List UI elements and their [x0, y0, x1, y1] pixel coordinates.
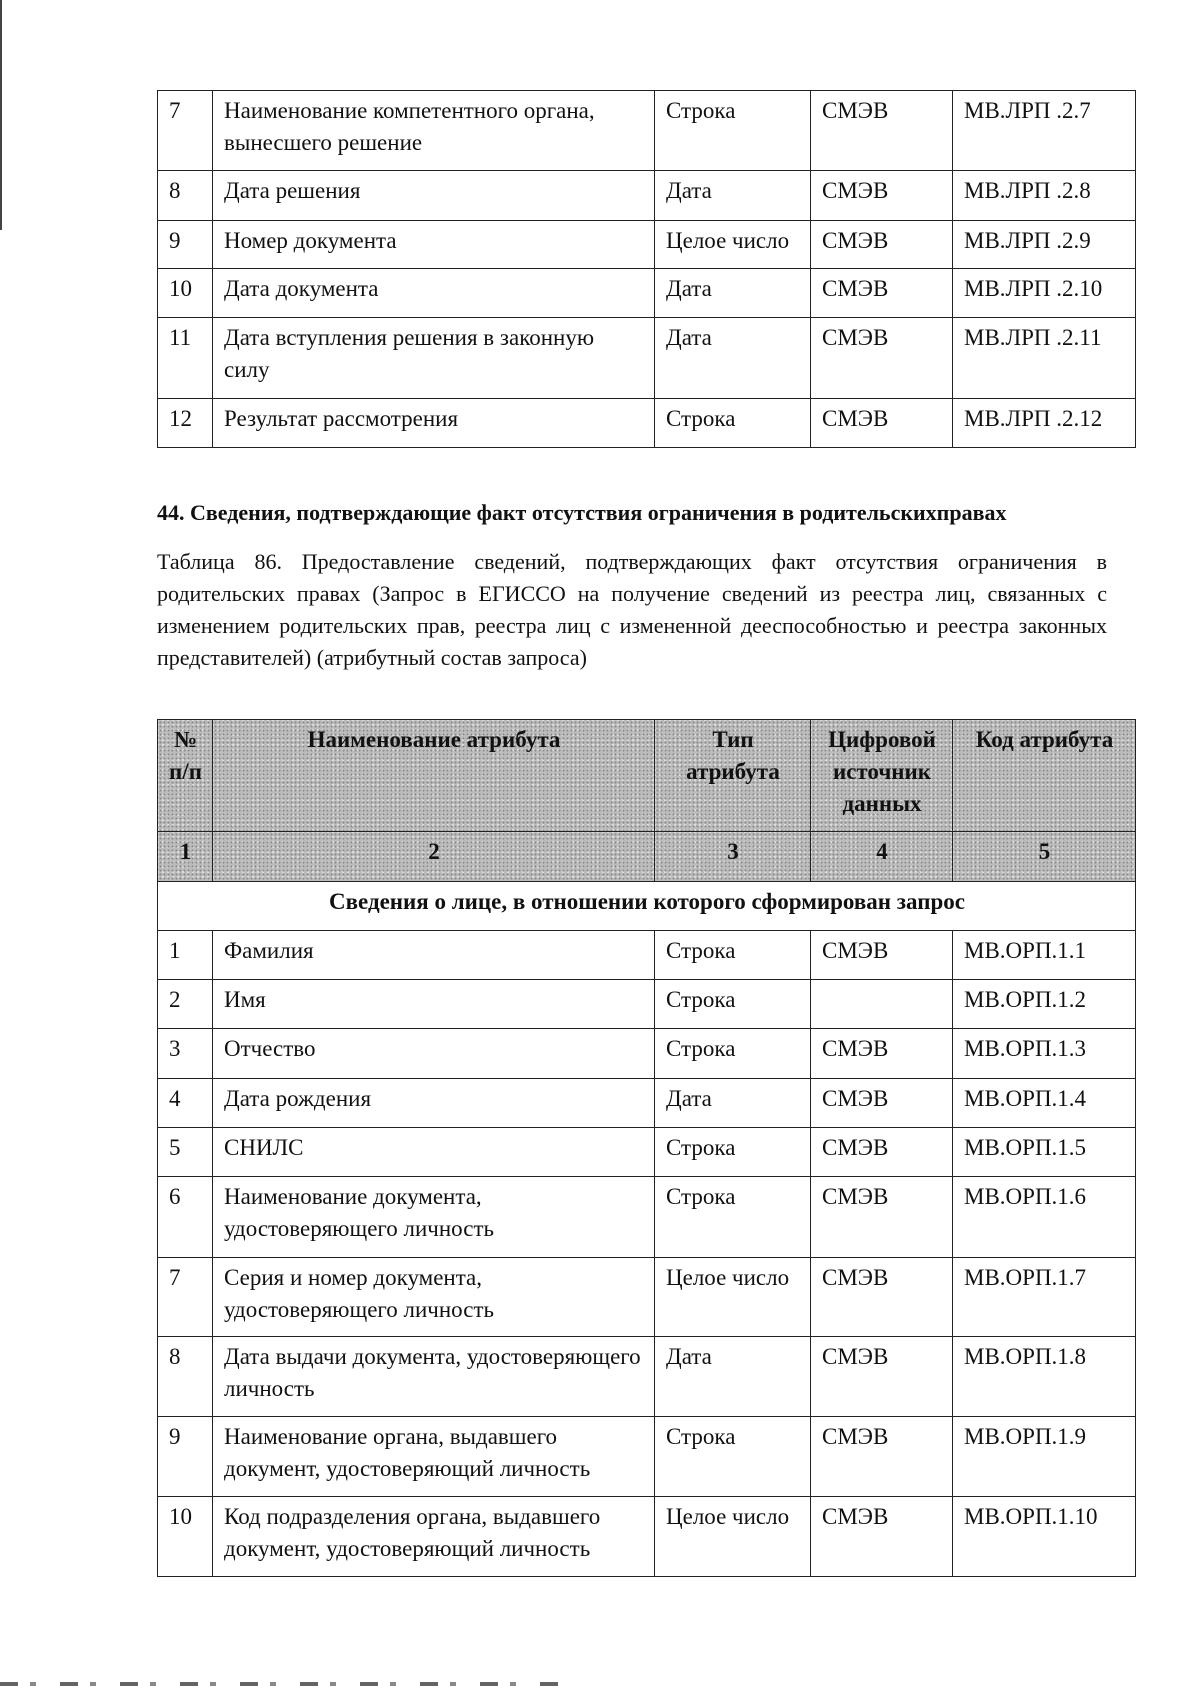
header-attribute-name: Наименование атрибута	[213, 720, 655, 832]
header-attribute-type: Тип атрибута	[655, 720, 811, 832]
row-number: 12	[158, 399, 213, 448]
attribute-code: МВ.ОРП.1.8	[953, 1337, 1136, 1417]
attribute-code: МВ.ОРП.1.2	[953, 980, 1136, 1029]
data-source: СМЭВ	[811, 1029, 953, 1079]
row-number: 2	[158, 980, 213, 1029]
attribute-code: МВ.ОРП.1.5	[953, 1128, 1136, 1177]
attribute-code: МВ.ЛРП .2.8	[953, 171, 1136, 221]
data-source: СМЭВ	[811, 269, 953, 318]
data-source: СМЭВ	[811, 1128, 953, 1177]
attribute-name: СНИЛС	[213, 1128, 655, 1177]
attribute-type: Дата	[655, 1337, 811, 1417]
attribute-code: МВ.ОРП.1.4	[953, 1079, 1136, 1128]
attribute-code: МВ.ОРП.1.9	[953, 1417, 1136, 1497]
attribute-name: Результат рассмотрения	[213, 399, 655, 448]
column-number: 3	[655, 832, 811, 882]
attribute-name: Дата решения	[213, 171, 655, 221]
attribute-name: Отчество	[213, 1029, 655, 1079]
data-source: СМЭВ	[811, 1258, 953, 1337]
column-number-row	[158, 832, 1136, 882]
attribute-code: МВ.ЛРП .2.10	[953, 269, 1136, 318]
attribute-name: Фамилия	[213, 931, 655, 980]
data-source: СМЭВ	[811, 931, 953, 980]
table-row	[158, 399, 1136, 448]
column-number: 2	[213, 832, 655, 882]
attribute-code: МВ.ОРП.1.7	[953, 1258, 1136, 1337]
row-number: 11	[158, 318, 213, 399]
data-source: СМЭВ	[811, 91, 953, 171]
attribute-type: Строка	[655, 91, 811, 171]
attribute-name: Имя	[213, 980, 655, 1029]
data-source: СМЭВ	[811, 1497, 953, 1577]
row-number: 4	[158, 1079, 213, 1128]
data-source: СМЭВ	[811, 1337, 953, 1417]
attribute-code: МВ.ОРП.1.3	[953, 1029, 1136, 1079]
attribute-type: Строка	[655, 1417, 811, 1497]
data-source: СМЭВ	[811, 1417, 953, 1497]
attribute-name: Наименование органа, выдавшего документ, удостоверяющий личность	[213, 1417, 655, 1497]
attribute-name: Дата документа	[213, 269, 655, 318]
attributes-table	[157, 719, 1136, 1577]
data-source: СМЭВ	[811, 221, 953, 269]
data-source: СМЭВ	[811, 1079, 953, 1128]
attribute-type: Строка	[655, 1029, 811, 1079]
row-number: 7	[158, 91, 213, 171]
table-row	[158, 1417, 1136, 1497]
attribute-name: Номер документа	[213, 221, 655, 269]
attribute-type: Дата	[655, 1079, 811, 1128]
attribute-name: Код подразделения органа, выдавшего документ, удостоверяющий личность	[213, 1497, 655, 1577]
row-number: 3	[158, 1029, 213, 1079]
table-row	[158, 980, 1136, 1029]
data-source: СМЭВ	[811, 399, 953, 448]
row-number: 10	[158, 269, 213, 318]
attribute-type: Целое число	[655, 221, 811, 269]
attribute-type: Строка	[655, 1177, 811, 1258]
row-number: 5	[158, 1128, 213, 1177]
data-source: СМЭВ	[811, 318, 953, 399]
scan-noise-mark	[0, 1682, 560, 1686]
attribute-type: Целое число	[655, 1258, 811, 1337]
table-row	[158, 269, 1136, 318]
section-heading: 44. Сведения, подтверждающие факт отсутствия ограничения в родительскихправах	[157, 500, 1007, 525]
row-number: 10	[158, 1497, 213, 1577]
attribute-code: МВ.ЛРП .2.7	[953, 91, 1136, 171]
table-row	[158, 1079, 1136, 1128]
attribute-code: МВ.ОРП.1.10	[953, 1497, 1136, 1577]
attributes-table-continued	[157, 90, 1136, 448]
header-attribute-code: Код атрибута	[953, 720, 1136, 832]
header-number: № п/п	[158, 720, 213, 832]
attribute-type: Строка	[655, 980, 811, 1029]
row-number: 9	[158, 1417, 213, 1497]
attribute-type: Дата	[655, 269, 811, 318]
attribute-name: Серия и номер документа, удостоверяющего личность	[213, 1258, 655, 1337]
table-row	[158, 221, 1136, 269]
row-number: 7	[158, 1258, 213, 1337]
data-source: СМЭВ	[811, 1177, 953, 1258]
row-number: 8	[158, 171, 213, 221]
attribute-type: Дата	[655, 318, 811, 399]
table-row	[158, 171, 1136, 221]
column-number: 1	[158, 832, 213, 882]
table-row	[158, 1337, 1136, 1417]
data-source	[811, 980, 953, 1029]
row-number: 8	[158, 1337, 213, 1417]
table-row	[158, 1258, 1136, 1337]
attribute-code: МВ.ОРП.1.6	[953, 1177, 1136, 1258]
header-data-source: Цифровой источник данных	[811, 720, 953, 832]
table-row	[158, 91, 1136, 171]
table-row	[158, 931, 1136, 980]
group-header-row	[158, 882, 1136, 931]
table-row	[158, 1177, 1136, 1258]
table-header-row	[158, 720, 1136, 832]
attribute-code: МВ.ОРП.1.1	[953, 931, 1136, 980]
table-row	[158, 1497, 1136, 1577]
row-number: 1	[158, 931, 213, 980]
table-row	[158, 318, 1136, 399]
column-number: 5	[953, 832, 1136, 882]
row-number: 9	[158, 221, 213, 269]
attribute-type: Целое число	[655, 1497, 811, 1577]
scan-edge-mark	[0, 0, 2, 230]
attribute-type: Дата	[655, 171, 811, 221]
attribute-name: Дата рождения	[213, 1079, 655, 1128]
attribute-name: Наименование документа, удостоверяющего личность	[213, 1177, 655, 1258]
data-source: СМЭВ	[811, 171, 953, 221]
attribute-code: МВ.ЛРП .2.11	[953, 318, 1136, 399]
attribute-type: Строка	[655, 931, 811, 980]
attribute-code: МВ.ЛРП .2.12	[953, 399, 1136, 448]
group-title: Сведения о лице, в отношении которого сформирован запрос	[158, 882, 1136, 931]
attribute-type: Строка	[655, 399, 811, 448]
row-number: 6	[158, 1177, 213, 1258]
table-row	[158, 1128, 1136, 1177]
column-number: 4	[811, 832, 953, 882]
attribute-name: Наименование компетентного органа, вынесшего решение	[213, 91, 655, 171]
table-caption: Таблица 86. Предоставление сведений, подтверждающих факт отсутствия ограничения в родительских правах (Запрос в ЕГИССО на получение сведений из реестра лиц, связанных с изменением родительских прав, реестра лиц с измененной дееспособностью и реестра законных представителей) (атрибутный состав запроса)	[157, 549, 1107, 670]
attribute-name: Дата вступления решения в законную силу	[213, 318, 655, 399]
attribute-code: МВ.ЛРП .2.9	[953, 221, 1136, 269]
table-row	[158, 1029, 1136, 1079]
attribute-type: Строка	[655, 1128, 811, 1177]
attribute-name: Дата выдачи документа, удостоверяющего личность	[213, 1337, 655, 1417]
